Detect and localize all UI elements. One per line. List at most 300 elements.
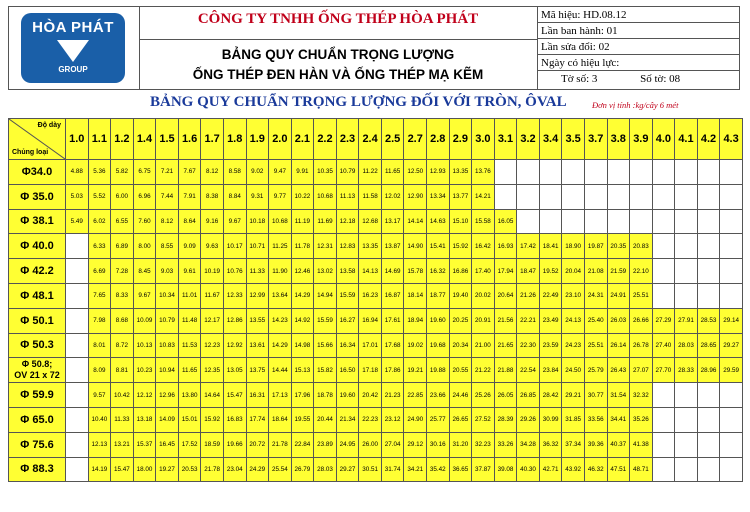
weight-cell: 12.31 <box>314 234 337 259</box>
weight-cell: 15.13 <box>291 358 314 383</box>
weight-cell <box>675 283 698 308</box>
weight-cell: 17.86 <box>381 358 404 383</box>
weight-cell: 6.33 <box>88 234 111 259</box>
weight-cell: 7.65 <box>88 283 111 308</box>
weight-cell: 27.07 <box>630 358 653 383</box>
weight-cell <box>720 160 743 185</box>
weight-cell: 9.77 <box>269 184 292 209</box>
thickness-header: 3.8 <box>607 119 630 160</box>
weight-cell <box>66 407 89 432</box>
weight-cell: 26.85 <box>517 383 540 408</box>
weight-cell <box>720 209 743 234</box>
weight-cell: 15.66 <box>314 333 337 358</box>
weight-cell: 15.01 <box>178 407 201 432</box>
weight-cell: 23.12 <box>381 407 404 432</box>
weight-cell: 13.05 <box>223 358 246 383</box>
weight-cell: 16.32 <box>427 259 450 284</box>
weight-cell: 23.04 <box>223 457 246 482</box>
weight-cell <box>720 383 743 408</box>
weight-cell: 9.31 <box>246 184 269 209</box>
thickness-header: 4.3 <box>720 119 743 160</box>
thickness-header: 2.8 <box>427 119 450 160</box>
weight-cell: 10.79 <box>156 308 179 333</box>
weight-cell: 13.58 <box>336 259 359 284</box>
weight-cell: 11.65 <box>381 160 404 185</box>
title-line-2: ỐNG THÉP ĐEN HÀN VÀ ỐNG THÉP MẠ KẼM <box>192 67 484 82</box>
weight-cell: 12.02 <box>381 184 404 209</box>
table-row <box>9 234 743 259</box>
weight-cell: 28.96 <box>697 358 720 383</box>
weight-cell: 5.52 <box>88 184 111 209</box>
weight-cell <box>66 308 89 333</box>
weight-cell: 13.76 <box>472 160 495 185</box>
weight-cell: 8.12 <box>201 160 224 185</box>
weight-cell: 15.59 <box>314 308 337 333</box>
weight-cell: 14.29 <box>269 333 292 358</box>
weight-cell: 15.41 <box>427 234 450 259</box>
weight-cell <box>697 234 720 259</box>
weight-cell <box>539 209 562 234</box>
weight-cell: 21.59 <box>607 259 630 284</box>
weight-cell: 34.41 <box>607 407 630 432</box>
weight-cell: 12.18 <box>336 209 359 234</box>
weight-cell: 15.82 <box>314 358 337 383</box>
weight-cell: 7.21 <box>156 160 179 185</box>
weight-cell: 29.59 <box>720 358 743 383</box>
weight-cell: 19.52 <box>539 259 562 284</box>
pipe-size-label: Φ 48.1 <box>9 283 66 308</box>
weight-cell: 25.77 <box>427 407 450 432</box>
table-row <box>9 209 743 234</box>
weight-cell <box>697 407 720 432</box>
weight-cell: 30.16 <box>427 432 450 457</box>
weight-cell: 8.81 <box>111 358 134 383</box>
weight-cell: 22.30 <box>517 333 540 358</box>
weight-cell: 29.27 <box>720 333 743 358</box>
table-row <box>9 358 743 383</box>
weight-cell: 17.68 <box>381 333 404 358</box>
table-row <box>9 283 743 308</box>
table-row <box>9 160 743 185</box>
weight-cell: 29.27 <box>336 457 359 482</box>
document-meta <box>537 7 739 89</box>
weight-cell <box>675 259 698 284</box>
thickness-header: 1.5 <box>156 119 179 160</box>
weight-cell: 12.17 <box>201 308 224 333</box>
weight-cell <box>66 283 89 308</box>
weight-cell: 23.49 <box>539 308 562 333</box>
weight-cell: 16.94 <box>359 308 382 333</box>
weight-cell <box>720 457 743 482</box>
weight-cell <box>652 259 675 284</box>
weight-cell: 7.60 <box>133 209 156 234</box>
weight-cell <box>630 184 653 209</box>
weight-cell: 17.01 <box>359 333 382 358</box>
weight-cell: 11.90 <box>269 259 292 284</box>
weight-cell: 21.34 <box>336 407 359 432</box>
logo-triangle-icon <box>57 40 89 62</box>
weight-cell: 19.60 <box>336 383 359 408</box>
weight-cell: 22.84 <box>291 432 314 457</box>
table-subtitle: BẢNG QUY CHUẨN TRỌNG LƯỢNG ĐỐI VỚI TRÒN, ÔVAL <box>150 94 567 110</box>
pipe-size-label: Φ 35.0 <box>9 184 66 209</box>
weight-cell: 8.58 <box>223 160 246 185</box>
weight-cell: 22.21 <box>517 308 540 333</box>
thickness-header: 3.5 <box>562 119 585 160</box>
weight-cell: 12.90 <box>404 184 427 209</box>
thickness-header: 3.2 <box>517 119 540 160</box>
weight-cell: 16.42 <box>472 234 495 259</box>
pipe-size-label: Φ 59.9 <box>9 383 66 408</box>
thickness-header: 3.1 <box>494 119 517 160</box>
weight-cell: 11.69 <box>314 209 337 234</box>
weight-cell: 9.61 <box>178 259 201 284</box>
thickness-header: 2.5 <box>381 119 404 160</box>
weight-cell <box>697 259 720 284</box>
weight-cell <box>675 383 698 408</box>
weight-cell: 19.68 <box>427 333 450 358</box>
weight-cell <box>720 432 743 457</box>
weight-cell: 25.54 <box>269 457 292 482</box>
weight-cell: 14.23 <box>269 308 292 333</box>
weight-cell: 15.37 <box>133 432 156 457</box>
weight-cell: 24.13 <box>562 308 585 333</box>
weight-cell: 12.33 <box>223 283 246 308</box>
weight-cell: 9.57 <box>88 383 111 408</box>
weight-cell: 19.55 <box>291 407 314 432</box>
weight-cell: 33.56 <box>584 407 607 432</box>
logo-cell <box>9 7 140 89</box>
weight-cell: 39.36 <box>584 432 607 457</box>
weight-cell: 9.02 <box>246 160 269 185</box>
weight-cell: 16.05 <box>494 209 517 234</box>
weight-cell: 32.32 <box>630 383 653 408</box>
weight-cell <box>66 234 89 259</box>
weight-cell <box>675 234 698 259</box>
weight-cell: 33.26 <box>494 432 517 457</box>
weight-cell: 24.90 <box>404 407 427 432</box>
weight-table <box>8 118 743 482</box>
weight-cell <box>539 160 562 185</box>
weight-cell: 29.21 <box>562 383 585 408</box>
pipe-size-label: Φ34.0 <box>9 160 66 185</box>
weight-cell: 12.83 <box>336 234 359 259</box>
weight-cell <box>584 209 607 234</box>
weight-cell: 24.31 <box>584 283 607 308</box>
thickness-header: 2.0 <box>269 119 292 160</box>
meta-lan-ban-hanh: Lần ban hành: 01 <box>537 23 739 39</box>
weight-cell: 6.02 <box>88 209 111 234</box>
weight-cell: 15.59 <box>336 283 359 308</box>
weight-cell: 14.44 <box>269 358 292 383</box>
weight-cell: 19.40 <box>449 283 472 308</box>
weight-cell <box>494 184 517 209</box>
weight-cell <box>584 160 607 185</box>
weight-cell <box>562 160 585 185</box>
weight-cell: 26.43 <box>607 358 630 383</box>
weight-cell: 29.14 <box>720 308 743 333</box>
weight-cell: 19.02 <box>404 333 427 358</box>
weight-cell: 11.53 <box>178 333 201 358</box>
weight-cell: 29.26 <box>517 407 540 432</box>
weight-cell: 11.25 <box>269 234 292 259</box>
weight-cell: 11.78 <box>291 234 314 259</box>
weight-cell: 8.00 <box>133 234 156 259</box>
weight-cell: 43.92 <box>562 457 585 482</box>
pipe-size-label: Φ 88.3 <box>9 457 66 482</box>
weight-cell: 18.47 <box>517 259 540 284</box>
logo-brand-text: HÒA PHÁT <box>32 19 114 36</box>
weight-cell: 47.51 <box>607 457 630 482</box>
weight-cell <box>652 234 675 259</box>
weight-cell: 21.22 <box>472 358 495 383</box>
weight-cell: 30.99 <box>539 407 562 432</box>
weight-cell: 10.76 <box>223 259 246 284</box>
weight-cell: 8.09 <box>88 358 111 383</box>
weight-cell: 19.27 <box>156 457 179 482</box>
weight-cell <box>652 160 675 185</box>
weight-cell: 13.18 <box>133 407 156 432</box>
weight-cell: 14.13 <box>359 259 382 284</box>
weight-cell: 14.19 <box>88 457 111 482</box>
weight-cell: 19.60 <box>427 308 450 333</box>
hoa-phat-logo <box>21 13 125 83</box>
weight-cell: 28.53 <box>697 308 720 333</box>
weight-cell: 10.40 <box>88 407 111 432</box>
weight-cell: 10.83 <box>156 333 179 358</box>
pipe-size-label: Φ 40.0 <box>9 234 66 259</box>
weight-cell: 12.50 <box>404 160 427 185</box>
weight-cell: 11.33 <box>111 407 134 432</box>
weight-cell: 10.68 <box>314 184 337 209</box>
weight-cell: 20.04 <box>562 259 585 284</box>
table-corner <box>9 119 66 160</box>
weight-cell: 10.35 <box>314 160 337 185</box>
weight-cell: 24.46 <box>449 383 472 408</box>
weight-cell: 19.87 <box>584 234 607 259</box>
table-row <box>9 383 743 408</box>
weight-cell: 13.35 <box>359 234 382 259</box>
weight-cell <box>697 184 720 209</box>
weight-cell: 18.14 <box>404 283 427 308</box>
weight-cell: 26.65 <box>449 407 472 432</box>
weight-cell <box>607 160 630 185</box>
weight-cell: 22.85 <box>404 383 427 408</box>
weight-cell: 25.79 <box>584 358 607 383</box>
corner-thickness-label: Độ dày <box>37 122 61 129</box>
weight-cell: 10.23 <box>133 358 156 383</box>
weight-cell: 6.96 <box>133 184 156 209</box>
weight-cell: 20.44 <box>314 407 337 432</box>
weight-cell: 18.77 <box>427 283 450 308</box>
weight-cell: 28.65 <box>697 333 720 358</box>
weight-cell: 16.50 <box>336 358 359 383</box>
weight-cell: 36.65 <box>449 457 472 482</box>
weight-cell: 10.71 <box>246 234 269 259</box>
weight-cell: 37.87 <box>472 457 495 482</box>
weight-cell <box>517 184 540 209</box>
weight-cell: 20.34 <box>449 333 472 358</box>
weight-cell: 21.88 <box>494 358 517 383</box>
weight-cell <box>66 259 89 284</box>
weight-cell: 5.03 <box>66 184 89 209</box>
weight-cell: 12.23 <box>201 333 224 358</box>
table-row <box>9 457 743 482</box>
weight-cell: 22.10 <box>630 259 653 284</box>
weight-cell <box>494 160 517 185</box>
meta-lan-sua-doi: Lần sửa đổi: 02 <box>537 39 739 55</box>
weight-cell: 11.01 <box>178 283 201 308</box>
weight-cell <box>562 209 585 234</box>
weight-cell: 17.42 <box>517 234 540 259</box>
weight-cell <box>630 209 653 234</box>
weight-cell: 22.54 <box>517 358 540 383</box>
weight-cell: 23.66 <box>427 383 450 408</box>
title-cell <box>139 7 538 89</box>
weight-cell: 36.32 <box>539 432 562 457</box>
weight-cell: 10.17 <box>223 234 246 259</box>
weight-cell: 10.13 <box>133 333 156 358</box>
thickness-header: 1.9 <box>246 119 269 160</box>
weight-cell: 41.38 <box>630 432 653 457</box>
weight-cell: 20.83 <box>630 234 653 259</box>
weight-cell: 6.69 <box>88 259 111 284</box>
weight-cell: 37.34 <box>562 432 585 457</box>
weight-cell <box>675 184 698 209</box>
weight-cell: 13.75 <box>246 358 269 383</box>
weight-cell: 9.03 <box>156 259 179 284</box>
weight-cell: 7.44 <box>156 184 179 209</box>
weight-cell: 12.92 <box>223 333 246 358</box>
weight-cell <box>652 432 675 457</box>
weight-cell: 24.91 <box>607 283 630 308</box>
weight-cell: 12.46 <box>291 259 314 284</box>
weight-cell: 16.45 <box>156 432 179 457</box>
weight-cell: 14.21 <box>472 184 495 209</box>
thickness-header: 2.7 <box>404 119 427 160</box>
thickness-header: 3.9 <box>630 119 653 160</box>
thickness-header: 2.2 <box>314 119 337 160</box>
weight-cell: 21.56 <box>494 308 517 333</box>
weight-cell: 9.16 <box>201 209 224 234</box>
weight-cell: 15.92 <box>201 407 224 432</box>
weight-cell: 10.42 <box>111 383 134 408</box>
weight-cell: 18.59 <box>201 432 224 457</box>
weight-cell: 10.68 <box>269 209 292 234</box>
weight-cell: 21.78 <box>201 457 224 482</box>
pipe-size-label: Φ 50.1 <box>9 308 66 333</box>
weight-cell: 15.78 <box>404 259 427 284</box>
meta-sheet-info <box>537 71 739 87</box>
weight-cell: 17.96 <box>291 383 314 408</box>
weight-cell: 8.33 <box>111 283 134 308</box>
weight-cell: 23.59 <box>539 333 562 358</box>
weight-cell: 16.86 <box>449 259 472 284</box>
thickness-header: 2.4 <box>359 119 382 160</box>
meta-so-to: Số tờ: 08 <box>640 73 681 85</box>
weight-cell: 19.88 <box>427 358 450 383</box>
weight-cell: 23.89 <box>314 432 337 457</box>
weight-cell: 12.35 <box>201 358 224 383</box>
corner-type-label: Chủng loại <box>12 149 49 156</box>
weight-cell: 11.13 <box>336 184 359 209</box>
weight-cell <box>66 358 89 383</box>
weight-cell <box>652 283 675 308</box>
weight-cell: 22.49 <box>539 283 562 308</box>
weight-cell: 17.52 <box>178 432 201 457</box>
weight-cell: 15.92 <box>449 234 472 259</box>
weight-cell: 8.84 <box>223 184 246 209</box>
weight-cell: 6.55 <box>111 209 134 234</box>
weight-cell: 26.00 <box>359 432 382 457</box>
weight-cell <box>517 209 540 234</box>
weight-cell: 13.17 <box>381 209 404 234</box>
thickness-header: 3.4 <box>539 119 562 160</box>
thickness-header: 1.2 <box>111 119 134 160</box>
weight-cell <box>720 259 743 284</box>
weight-cell: 31.74 <box>381 457 404 482</box>
weight-cell: 32.23 <box>472 432 495 457</box>
weight-cell: 10.22 <box>291 184 314 209</box>
weight-cell: 11.19 <box>291 209 314 234</box>
weight-cell: 17.94 <box>494 259 517 284</box>
weight-cell: 20.64 <box>494 283 517 308</box>
weight-cell: 16.34 <box>336 333 359 358</box>
table-row <box>9 432 743 457</box>
weight-cell: 16.83 <box>223 407 246 432</box>
weight-cell: 26.66 <box>630 308 653 333</box>
weight-cell <box>697 209 720 234</box>
thickness-header: 2.9 <box>449 119 472 160</box>
weight-cell: 13.55 <box>246 308 269 333</box>
pipe-size-label: Φ 50.8; OV 21 x 72 <box>9 358 66 383</box>
weight-cell: 28.39 <box>494 407 517 432</box>
table-row <box>9 259 743 284</box>
weight-cell: 34.28 <box>517 432 540 457</box>
weight-cell: 27.40 <box>652 333 675 358</box>
weight-cell: 8.45 <box>133 259 156 284</box>
weight-cell <box>584 184 607 209</box>
weight-cell: 24.29 <box>246 457 269 482</box>
weight-cell: 30.51 <box>359 457 382 482</box>
thickness-header: 1.6 <box>178 119 201 160</box>
weight-cell: 13.35 <box>449 160 472 185</box>
weight-cell: 20.42 <box>359 383 382 408</box>
weight-cell <box>652 383 675 408</box>
weight-cell <box>697 432 720 457</box>
weight-cell: 12.12 <box>133 383 156 408</box>
weight-cell: 31.54 <box>607 383 630 408</box>
weight-cell: 18.41 <box>539 234 562 259</box>
weight-cell: 11.65 <box>178 358 201 383</box>
weight-cell <box>652 407 675 432</box>
weight-cell: 12.86 <box>223 308 246 333</box>
pipe-size-label: Φ 50.3 <box>9 333 66 358</box>
weight-cell: 14.90 <box>404 234 427 259</box>
weight-cell: 16.93 <box>494 234 517 259</box>
weight-cell <box>652 457 675 482</box>
weight-cell: 13.21 <box>111 432 134 457</box>
weight-cell: 21.23 <box>381 383 404 408</box>
weight-cell <box>697 283 720 308</box>
weight-cell: 42.71 <box>539 457 562 482</box>
weight-cell: 25.40 <box>584 308 607 333</box>
weight-cell: 6.75 <box>133 160 156 185</box>
weight-cell: 13.77 <box>449 184 472 209</box>
weight-cell <box>675 209 698 234</box>
weight-cell: 18.00 <box>133 457 156 482</box>
weight-cell: 13.34 <box>427 184 450 209</box>
